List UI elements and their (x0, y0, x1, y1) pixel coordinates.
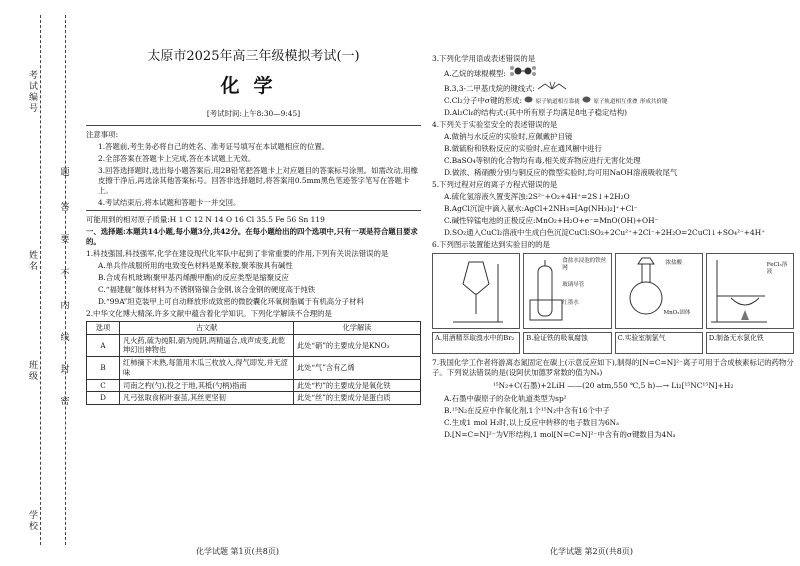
question-4: 4.下列关于实验室安全的表述错误的是 (432, 120, 558, 130)
table-cell: 此处“杓”的主要成分是氧化铁 (294, 379, 421, 392)
class-label: 班级 (27, 360, 37, 382)
question-5: 5.下列过程对应的离子方程式错误的是 (432, 180, 558, 190)
option: B.做硫粉和铁粉反应的实验时,应在通风橱中进行 (444, 144, 602, 154)
notice-item: 3.回答选择题时,选出每小题答案后,用2B铅笔把答题卡上对应题目的答案标号涂黑。如需改动,用橡皮擦干净后,再选涂其他答案标号。回答非选择题时,将答案用0.5mm黑色笔迹签字笔写在答题卡上。 (98, 166, 418, 196)
option: D.“99A”坦克装甲上可自动释放形成致密的微胶囊化环氧树脂属于有机高分子材料 (98, 296, 364, 306)
seal-char: 线 (60, 333, 70, 343)
table-cell: D (87, 392, 120, 405)
notice-heading: 注意事项: (86, 130, 119, 140)
question-1: 1.科技强国,科技强军,化学在建设现代化军队中起到了非常重要的作用,下列有关说法错误的是 (86, 249, 389, 259)
apparatus-captions (432, 332, 794, 354)
table-cell: 红柿摘下未熟,每篮用木瓜三枚放入,得气即发,并无涩味 (120, 357, 294, 379)
option (432, 66, 794, 79)
table-row (87, 334, 421, 356)
table-cell: 此处“硝”的主要成分是KNO₃ (294, 334, 421, 356)
option: B.¹⁵N₂在反应中作氧化剂,1个¹⁵N₂中含有16个中子 (444, 406, 610, 416)
table-cell: 凡火药,硫为纯阳,硝为纯阴,两精逼合,成声成变,此乾坤幻出神物也 (120, 334, 294, 356)
option: D.Al₂Cl₆的结构式:(其中所有原子均满足8电子稳定结构) (444, 108, 628, 118)
table-row (87, 392, 421, 405)
seal-char: 密 (60, 397, 70, 407)
orbital-caption: 原子轨道相互靠拢 (535, 98, 580, 105)
divider (86, 210, 421, 211)
figure-label: 食盐水浸泡的铁丝网 (562, 258, 607, 271)
orbital-icon (582, 96, 591, 103)
subject-title: 化学 (220, 74, 287, 97)
binding-margin (0, 0, 82, 566)
seal-char: 内 (60, 301, 70, 311)
figure-label: 浓盐酸 (665, 260, 683, 267)
atomic-mass-line: 可能用到的相对原子质量:H 1 C 12 N 14 O 16 Cl 35.5 Fe 56 Sn 119 (86, 215, 325, 225)
apparatus-a (432, 253, 520, 329)
option: D.做浓、稀硝酸分别与铜反应的微型实验时,均可用NaOH溶液吸收尾气 (444, 168, 678, 178)
option: D.SO₂通入CuCl₂溶液中生成白色沉淀CuCl:SO₂+2Cu²⁺+2Cl⁻+2H₂O=2CuCl↓+SO₄²⁻+4H⁺ (444, 228, 766, 238)
figure-label: 红墨水 (562, 300, 579, 307)
apparatus-figures (432, 253, 794, 329)
figure-label: MnO₂固体 (663, 310, 691, 317)
apparatus-c (615, 253, 703, 329)
divider (86, 125, 421, 126)
figure-label: FeCl₃溶液 (766, 262, 788, 275)
table-row (87, 357, 421, 379)
exam-page-1 (86, 0, 421, 405)
table-cell: 司南之杓(勺),投之于地,其柢(勺柄)指南 (120, 379, 294, 392)
col-header: 化学解读 (294, 321, 421, 334)
col-header: 古文献 (120, 321, 294, 334)
option: C.碱性锌锰电池的正极反应:MnO₂+H₂O+e⁻=MnO(OH)+OH⁻ (444, 216, 659, 226)
seal-char: 不 (60, 269, 70, 279)
option: B.AgCl沉淀中滴入氨水:AgCl+2NH₃=[Ag(NH₃)₂]⁺+Cl⁻ (444, 204, 638, 214)
table-cell: A (87, 334, 120, 356)
table-cell: 凡弓弦取食柘叶蚕茧,其丝更坚韧 (120, 392, 294, 405)
option: A.做钠与水反应的实验时,应佩戴护目镜 (444, 132, 573, 142)
question-3: 3.下列化学用语或表述错误的是 (432, 54, 536, 63)
option: C.“福建舰”舰体材料为不锈钢铬镍合金钢,该合金钢的硬度高于纯铁 (98, 284, 316, 294)
skeletal-formula-icon (537, 81, 569, 91)
orbital-caption: 形成共价键 (639, 98, 668, 105)
q2-table (86, 321, 421, 405)
seal-line (65, 15, 66, 545)
option: A.石墨中碳原子的杂化轨道类型为sp² (444, 394, 567, 404)
orbital-caption: 原子轨道相互重叠 (593, 98, 638, 105)
table-row (87, 379, 421, 392)
option-text: B.3,3-二甲基戊烷的键线式: (444, 83, 536, 93)
apparatus-b (523, 253, 611, 329)
option: A.单兵作战服所用的电致变色材料是聚苯胺,聚苯胺具有碱性 (98, 261, 293, 270)
seal-char: 封 (60, 365, 70, 375)
cut-line (40, 15, 41, 545)
exam-number-label: 考试编号 (27, 70, 37, 114)
option-text: C.Cl₂分子中σ键的形成: (444, 95, 522, 105)
option-text: A.乙烷的球棍模型: (444, 68, 506, 78)
option (432, 81, 794, 94)
apparatus-d (706, 253, 794, 329)
option: A.硫化氢溶液久置变浑浊:2S²⁻+O₂+4H⁺=2S↓+2H₂O (444, 192, 630, 202)
option: B.合成有机玻璃(聚甲基丙烯酸甲酯)的反应类型是缩聚反应 (98, 272, 289, 282)
exam-time: [考试时间:上午8:30—9:45] (206, 109, 301, 119)
reaction-equation: ¹⁵N₂+C(石墨)+2LiH ——(20 atm,550 ℃,5 h)—→ Li₂[¹⁵NC¹⁵N]+H₂ (492, 381, 734, 391)
table-cell: 此处“丝”的主要成分是蛋白质 (294, 392, 421, 405)
school-label: 学校 (27, 510, 37, 532)
ethane-ball-stick-icon (508, 66, 538, 76)
page-footer: 化学试题 第2页(共8页) (550, 547, 633, 556)
page-footer: 化学试题 第1页(共8页) (196, 547, 279, 556)
option: C.生成1 mol H₂时,以上反应中转移的电子数目为6Nₐ (444, 418, 619, 428)
seal-char: 要 (60, 235, 70, 245)
option (432, 96, 794, 106)
option: D.制备无水氯化铁 (706, 332, 794, 354)
option: B.验证铁的吸氧腐蚀 (523, 332, 611, 354)
notice-item: 2.全部答案在答题卡上完成,答在本试题上无效。 (98, 154, 256, 164)
notice-item: 1.答题前,考生务必将自己的姓名、准考证号填写在本试题相应的位置。 (98, 142, 330, 152)
table-cell: 此处“气”含有乙烯 (294, 357, 421, 379)
exam-title: 太原市2025年高三年级模拟考试(一) (147, 49, 360, 64)
table-cell: B (87, 357, 120, 379)
col-header: 选项 (87, 321, 120, 334)
seal-char: 答 (60, 203, 70, 213)
name-label: 姓名 (27, 250, 37, 272)
option: C.实验室制氯气 (615, 332, 703, 354)
orbital-icon (524, 96, 533, 103)
option: C.BaSO₄等钡的化合物均有毒,相关废弃物应进行无害化处理 (444, 156, 641, 166)
question-6: 6.下列图示装置能达到实验目的的是 (432, 240, 550, 250)
section-heading: 一、选择题:本题共14小题,每小题3分,共42分。在每小题给出的四个选项中,只有一项是符合题目要求的。 (86, 227, 418, 247)
seal-char: 题 (60, 168, 70, 178)
separatory-funnel-icon (433, 254, 519, 326)
option: D.[N=C=N]²⁻为V形结构,1 mol[N=C=N]²⁻中含有的σ键数目为4Nₐ (444, 430, 676, 440)
option: A.用酒精萃取溴水中的Br₂ (432, 332, 520, 354)
table-cell: C (87, 379, 120, 392)
question-2: 2.中华文化博大精深,许多文献中蕴含着化学知识。下列化学解读不合理的是 (86, 308, 332, 318)
table-header-row (87, 321, 421, 334)
question-7: 7.我国化学工作者将游离态氮固定在碳上(示意反应如下),制得的[N=C=N]²⁻离子可用于合成核素标记的药物分子。下列说法错误的是(设阿伏加德罗常数的值为Nₐ) (432, 358, 794, 378)
notice-item: 4.考试结束后,将本试题和答题卡一并交回。 (98, 198, 241, 208)
exam-page-2 (432, 0, 794, 442)
figure-label: 玻璃导管 (562, 282, 585, 289)
